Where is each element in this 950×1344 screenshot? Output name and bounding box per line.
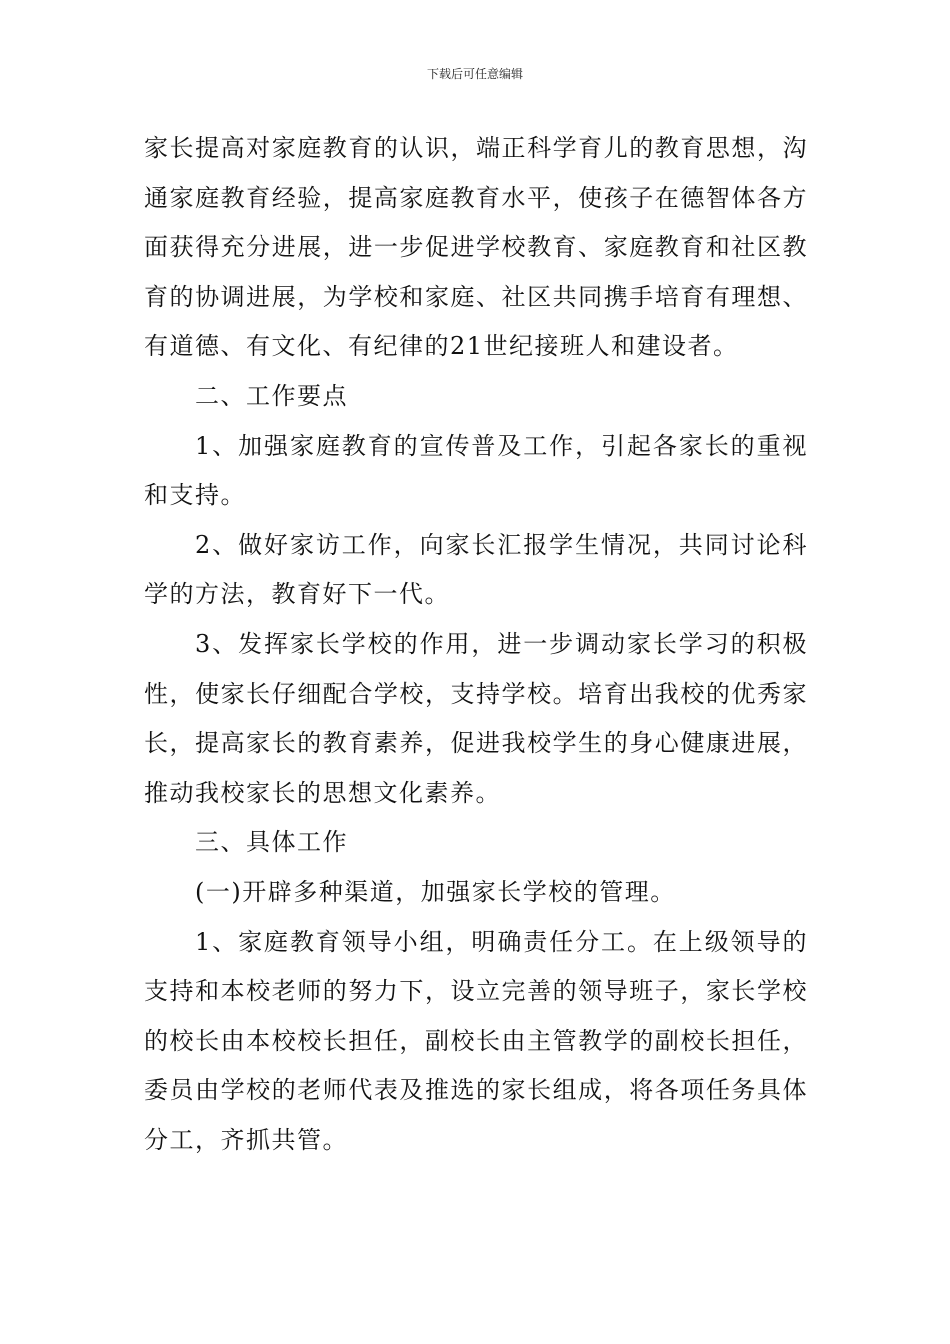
section-heading-work-points: 二、工作要点: [195, 381, 348, 410]
page-header: 下载后可任意编辑: [426, 67, 523, 81]
document-body: [144, 124, 808, 1165]
paragraph-leadership-group: 1、家庭教育领导小组，明确责任分工。在上级领导的支持和本校老师的努力下，设立完善的领导班子，家长学校的校长由本校校长担任，副校长由主管教学的副校长担任，委员由学校的老师代表及推选的家长组成，将各项任务具体分工，齐抓共管。: [144, 927, 808, 1154]
subsection-heading-1: (一)开辟多种渠道，加强家长学校的管理。: [195, 877, 676, 906]
section-heading-specific-work: 三、具体工作: [195, 828, 348, 857]
paragraph-point-3: 3、发挥家长学校的作用，进一步调动家长学习的积极性，使家长仔细配合学校，支持学校。培育出我校的优秀家长，提高家长的教育素养，促进我校学生的身心健康进展，推动我校家长的思想文化素养。: [144, 629, 808, 807]
paragraph-point-2: 2、做好家访工作，向家长汇报学生情况，共同讨论科学的方法，教育好下一代。: [144, 530, 808, 609]
paragraph-continuation: 家长提高对家庭教育的认识，端正科学育儿的教育思想，沟通家庭教育经验，提高家庭教育水平，使孩子在德智体各方面获得充分进展，进一步促进学校教育、家庭教育和社区教育的协调进展，为学校和家庭、社区共同携手培育有理想、有道德、有文化、有纪律的21世纪接班人和建设者。: [144, 134, 808, 361]
paragraph-point-1: 1、加强家庭教育的宣传普及工作，引起各家长的重视和支持。: [144, 431, 808, 510]
